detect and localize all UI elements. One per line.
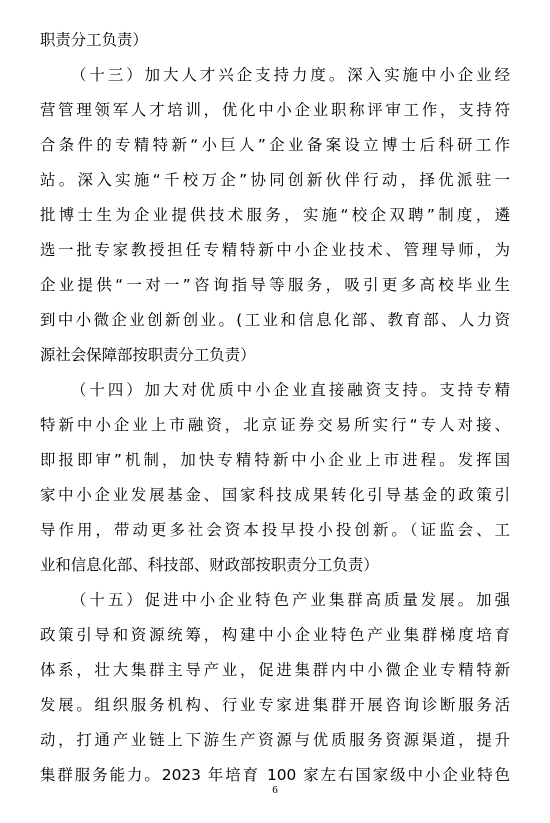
paragraph-line: 导作用，带动更多社会资本投早投小投创新。（证监会、工 [40,521,510,539]
paragraph-line: 集群服务能力。2023 年培育 100 家左右国家级中小企业特色 [40,766,510,784]
paragraph-line: 体系，壮大集群主导产业，促进集群内中小微企业专精特新 [40,661,510,679]
paragraph-line: 发展。组织服务机构、行业专家进集群开展咨询诊断服务活 [40,696,510,714]
paragraph-line: 到中小微企业创新创业。(工业和信息化部、教育部、人力资 [40,311,510,329]
paragraph-line: 业和信息化部、科技部、财政部按职责分工负责） [40,556,379,574]
paragraph-line: （十三）加大人才兴企支持力度。深入实施中小企业经 [71,66,510,84]
paragraph-line: 政策引导和资源统筹，构建中小企业特色产业集群梯度培育 [40,626,510,644]
paragraph-line: 动，打通产业链上下游生产资源与优质服务资源渠道，提升 [40,731,510,749]
paragraph-line: 源社会保障部按职责分工负责） [40,346,256,364]
paragraph-line: 批博士生为企业提供技术服务，实施“校企双聘”制度，遴 [40,206,510,224]
paragraph-line: （十四）加大对优质中小企业直接融资支持。支持专精 [71,381,510,399]
paragraph-line: 营管理领军人才培训，优化中小企业职称评审工作，支持符 [40,101,510,119]
page-number: 6 [272,784,278,796]
paragraph-line: 合条件的专精特新“小巨人”企业备案设立博士后科研工作 [40,136,510,154]
paragraph-line: （十五）促进中小企业特色产业集群高质量发展。加强 [71,591,510,609]
paragraph-line: 站。深入实施“千校万企”协同创新伙伴行动，择优派驻一 [40,171,510,189]
paragraph-line: 职责分工负责） [40,31,148,49]
paragraph-line: 即报即审”机制，加快专精特新中小企业上市进程。发挥国 [40,451,510,469]
paragraph-line: 家中小企业发展基金、国家科技成果转化引导基金的政策引 [40,486,510,504]
paragraph-line: 企业提供“一对一”咨询指导等服务，吸引更多高校毕业生 [40,276,510,294]
paragraph-line: 选一批专家教授担任专精特新中小企业技术、管理导师，为 [40,241,510,259]
paragraph-line: 特新中小企业上市融资，北京证券交易所实行“专人对接、 [40,416,510,434]
